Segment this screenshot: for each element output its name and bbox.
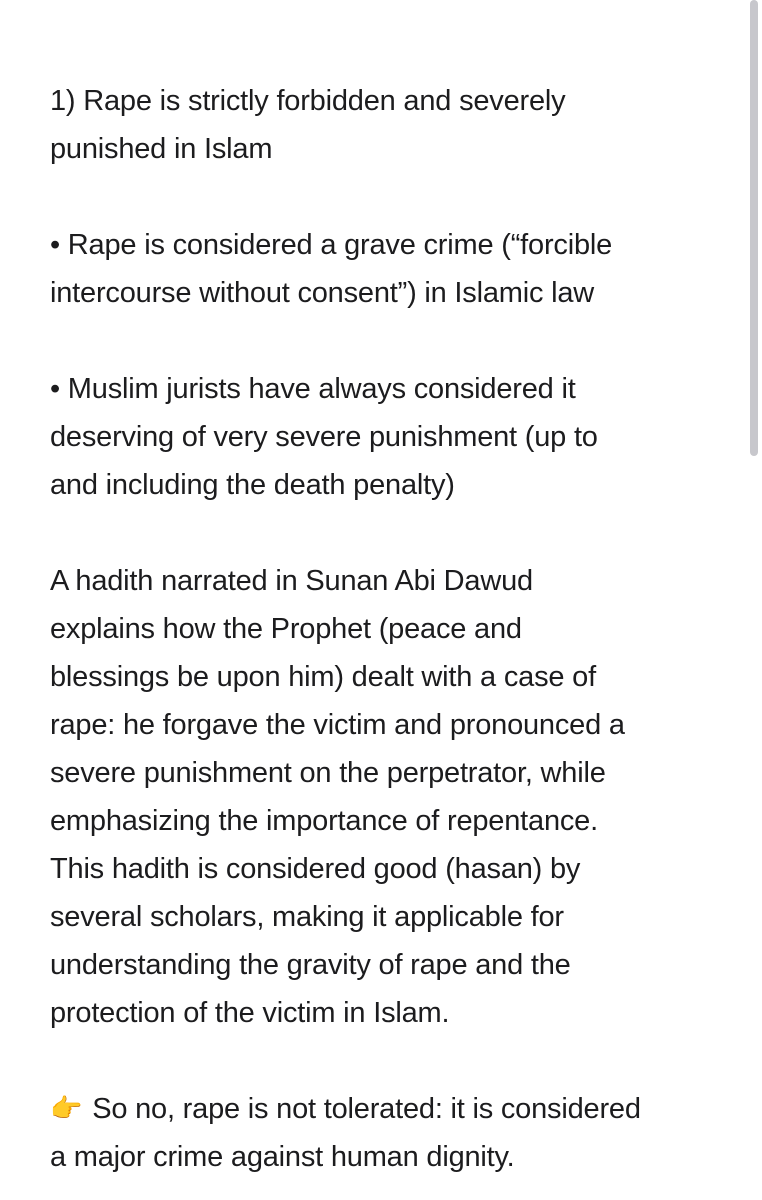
text-line: blessings be upon him) dealt with a case of — [50, 661, 596, 693]
text-line — [50, 1085, 740, 1133]
text-line: rape: he forgave the victim and pronounced a — [50, 709, 625, 741]
text-line: • Muslim jurists have always considered it — [50, 373, 576, 405]
text-line: and including the death penalty) — [50, 469, 455, 501]
text-line: deserving of very severe punishment (up to — [50, 421, 598, 453]
paragraph-spacer — [50, 1037, 740, 1085]
text-line: protection of the victim in Islam. — [50, 997, 450, 1029]
text-line: understanding the gravity of rape and the — [50, 949, 571, 981]
text-line: a major crime against human dignity. — [50, 1141, 515, 1173]
paragraph-spacer — [50, 509, 740, 557]
text-line: This hadith is considered good (hasan) by — [50, 853, 581, 885]
paragraph-spacer — [50, 173, 740, 221]
vertical-scrollbar[interactable] — [750, 0, 758, 1200]
text-line: • Rape is considered a grave crime (“forcible — [50, 229, 613, 261]
bullet-item — [50, 365, 740, 509]
note-body[interactable] — [50, 77, 740, 1181]
text-line: emphasizing the importance of repentance. — [50, 805, 598, 837]
text-line: explains how the Prophet (peace and — [50, 613, 522, 645]
conclusion-text: So no, rape is not tolerated: it is considered — [92, 1093, 641, 1125]
text-line: A hadith narrated in Sunan Abi Dawud — [50, 565, 533, 597]
bullet-item — [50, 221, 740, 317]
conclusion — [50, 1085, 740, 1181]
pointing-hand-icon: 👉 — [50, 1094, 83, 1124]
hadith-paragraph — [50, 557, 740, 1037]
text-line: punished in Islam — [50, 133, 273, 165]
text-line: 1) Rape is strictly forbidden and severely — [50, 85, 566, 117]
section-heading — [50, 77, 740, 173]
scrollbar-thumb[interactable] — [750, 0, 758, 456]
paragraph-spacer — [50, 317, 740, 365]
text-line: intercourse without consent”) in Islamic law — [50, 277, 595, 309]
text-line: several scholars, making it applicable for — [50, 901, 564, 933]
text-line: severe punishment on the perpetrator, while — [50, 757, 606, 789]
